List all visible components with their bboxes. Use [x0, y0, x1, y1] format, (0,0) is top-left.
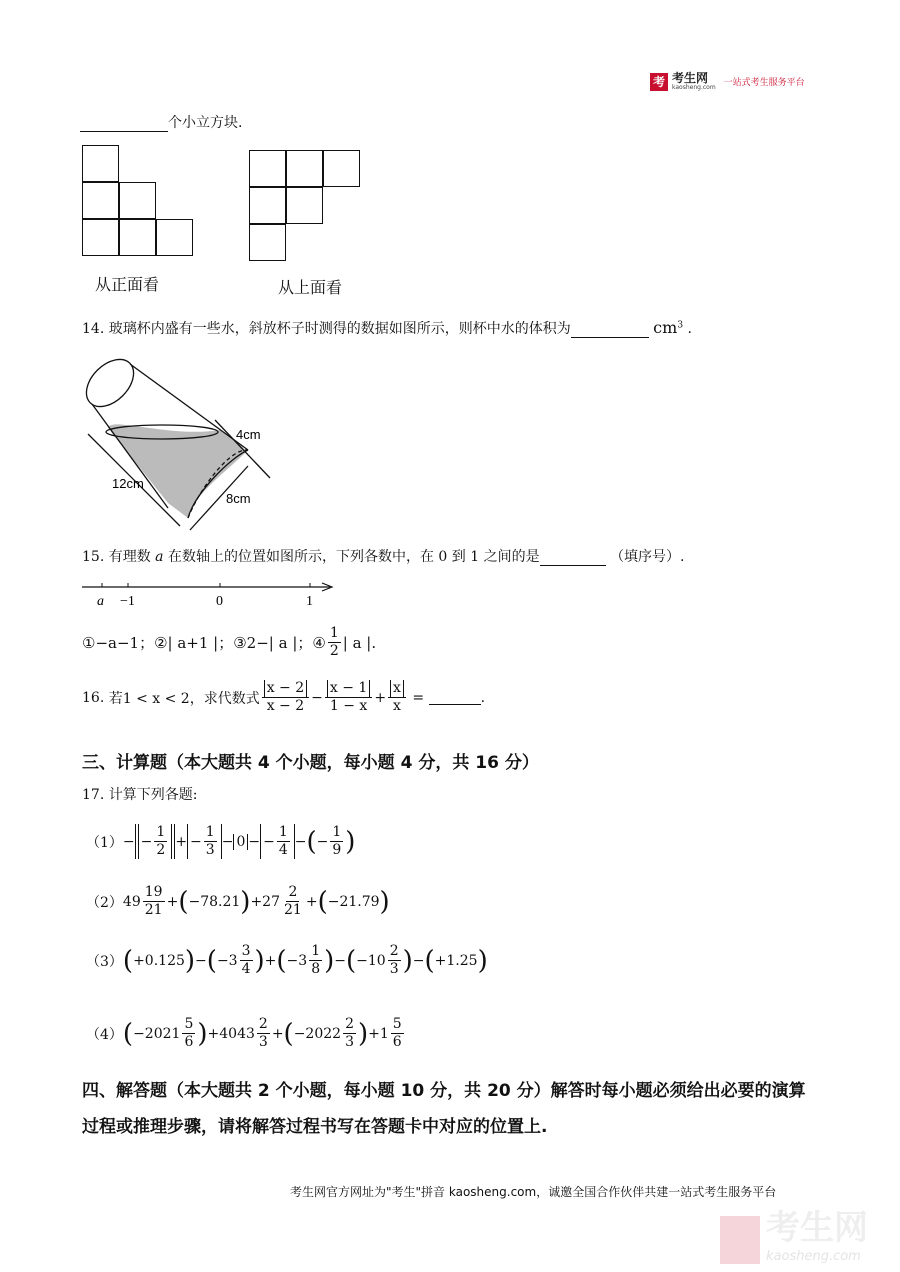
top-cell: [249, 187, 286, 224]
q16-term-1: [262, 680, 309, 715]
glass-figure: [80, 348, 300, 533]
axis-label-a: a: [97, 594, 104, 609]
op: +: [175, 833, 188, 850]
q16-op1: −: [311, 689, 323, 706]
paren-open: (: [276, 945, 287, 976]
brand-slogan: 一站式考生服务平台: [723, 78, 805, 88]
top-cell: [323, 150, 360, 187]
paren-open: (: [317, 886, 328, 917]
q15-text: [82, 546, 685, 566]
top-cell: [286, 187, 323, 224]
watermark-domain: kaosheng.com: [766, 1249, 861, 1264]
abs-group: [135, 824, 176, 859]
brand-name: 考生网: [672, 71, 709, 85]
frac-num: 2: [345, 1016, 354, 1032]
part-label: （2）: [86, 894, 123, 911]
op: +: [264, 952, 277, 969]
q15-text-b: 在数轴上的位置如图所示，下列各数中，在 0 到 1 之间的是: [167, 549, 540, 565]
whole: −3: [286, 952, 308, 969]
front-cell: [82, 145, 119, 182]
op: −: [334, 952, 346, 969]
q16-number: 16.: [82, 689, 105, 706]
frac-num: 2: [258, 1016, 268, 1032]
front-view-caption: 从正面看: [95, 275, 160, 294]
q14-blank: [571, 323, 649, 338]
op: −: [248, 833, 261, 850]
op: −: [195, 952, 207, 969]
q17-number: 17.: [82, 787, 105, 803]
frac-den: 4: [278, 842, 288, 858]
abs-group: [260, 824, 295, 859]
q15-text-a: 有理数: [108, 549, 151, 565]
paren-close: ): [477, 945, 488, 976]
header-logo: [650, 72, 805, 91]
frac-den: 6: [392, 1034, 402, 1050]
op: −: [294, 833, 307, 850]
section-3-title: 三、计算题（本大题共 4 个小题，每小题 4 分，共 16 分）: [82, 753, 539, 773]
part-label: （3）: [86, 953, 123, 970]
paren-close: ): [240, 886, 251, 917]
q16-term-2: [325, 680, 372, 715]
q13-tail: 个小立方块.: [168, 115, 243, 131]
front-cell: [119, 182, 156, 219]
frac-den: 8: [311, 961, 321, 977]
whole: −3: [216, 952, 238, 969]
q14-end: .: [687, 321, 692, 337]
front-cell: [156, 219, 193, 256]
frac-num: 1: [329, 625, 339, 641]
frac-den: 2: [329, 643, 339, 659]
op: +: [207, 1025, 220, 1042]
q15-option-4-frac: [328, 625, 341, 660]
op: +: [368, 1025, 380, 1042]
frac-num: 2: [288, 884, 298, 900]
op: +: [271, 1025, 284, 1042]
part-label: （4）: [86, 1026, 123, 1043]
q16-text-a: 若1 < x < 2，求代数式: [108, 690, 260, 707]
term: +0.125: [133, 952, 185, 969]
frac-num: 19: [144, 884, 163, 900]
q14-number: 14.: [82, 321, 105, 337]
paren-open: (: [283, 1018, 294, 1049]
front-cell: [82, 219, 119, 256]
frac-num: x − 1: [327, 680, 370, 697]
q15-option-3: ③2−| a |；: [233, 634, 313, 652]
frac-num: 5: [392, 1016, 402, 1032]
top-cell: [249, 150, 286, 187]
q15-number: 15.: [82, 549, 105, 565]
whole: −2021: [133, 1025, 181, 1042]
brand-domain: kaosheng.com: [672, 84, 716, 91]
q16-op2: +: [374, 689, 387, 706]
frac-den: 21: [144, 902, 163, 918]
q13-answer-line: [80, 112, 242, 132]
top-cell: [286, 150, 323, 187]
op: −: [263, 833, 275, 850]
frac-num: 1: [205, 824, 215, 840]
frac-den: x − 2: [266, 698, 305, 714]
front-cell: [82, 182, 119, 219]
frac-den: 2: [156, 842, 166, 858]
term: −78.21: [188, 893, 241, 910]
frac-num: 1: [156, 824, 166, 840]
axis-label-1: 1: [306, 594, 313, 609]
frac-num: 1: [332, 824, 342, 840]
paren-close: ): [345, 826, 356, 857]
footer-text: 考生网官方网址为"考生"拼音 kaosheng.com，诚邀全国合作伙伴共建一站式考生服务平台: [290, 1185, 777, 1199]
q17-part-2: [86, 884, 390, 919]
glass-rim: [80, 350, 143, 415]
q15-option-1: ①−a−1；: [82, 634, 155, 652]
q14-unit: cm: [653, 318, 678, 337]
q14-text: [82, 318, 692, 338]
op: +: [305, 893, 318, 910]
frac-num: x: [390, 680, 404, 697]
q16-end: .: [480, 689, 486, 706]
q13-blank: [80, 117, 168, 132]
q17-part-4: [86, 1016, 406, 1051]
frac-num: 1: [311, 943, 321, 959]
section-4-line-2: 过程或推理步骤，请将解答过程书写在答题卡中对应的位置上.: [82, 1117, 548, 1137]
q15-option-2: ②| a+1 |；: [154, 634, 234, 652]
front-view-figure: [82, 145, 197, 261]
q16-blank: [429, 690, 481, 705]
q15-option-4-tail: | a |.: [342, 633, 377, 652]
paren-open: (: [346, 945, 357, 976]
frac-den: 3: [205, 842, 215, 858]
paren-open: (: [122, 945, 134, 976]
frac-den: 3: [258, 1034, 268, 1050]
q16-eq: =: [412, 689, 425, 706]
frac-num: x − 2: [264, 680, 307, 697]
op: −: [122, 833, 135, 850]
label-8cm: 8cm: [226, 491, 251, 506]
abs-zero: 0: [233, 834, 248, 850]
op: −: [412, 952, 425, 969]
section-4-line-1: 四、解答题（本大题共 2 个小题，每小题 10 分，共 20 分）解答时每小题必须给出必要的演算: [82, 1081, 806, 1101]
q17-body: 计算下列各题:: [108, 787, 198, 803]
paren-open: (: [306, 826, 317, 857]
op: −: [221, 833, 234, 850]
abs-group-inner: [138, 824, 173, 859]
paren-close: ): [197, 1018, 208, 1049]
frac-den: 21: [284, 902, 302, 918]
op: −: [190, 833, 202, 850]
paren-open: (: [178, 886, 189, 917]
q17-part-1: [86, 824, 355, 859]
axis-label-neg1: −1: [120, 594, 135, 609]
whole: 49: [122, 893, 141, 910]
top-view-figure: [249, 150, 364, 266]
frac-den: 3: [389, 961, 399, 977]
front-cell: [119, 219, 156, 256]
brand-logo-icon: 考: [650, 73, 668, 91]
term: −21.79: [327, 893, 380, 910]
top-cell: [249, 224, 286, 261]
paren-close: ): [324, 945, 335, 976]
frac-den: 4: [241, 961, 251, 977]
whole: 4043: [219, 1025, 255, 1042]
frac-num: 3: [241, 943, 251, 959]
q15-options: [82, 625, 376, 660]
watermark-name: 考生网: [766, 1208, 868, 1248]
frac-den: 9: [332, 842, 342, 858]
watermark-logo-icon: [720, 1216, 760, 1264]
paren-open: (: [122, 1018, 134, 1049]
q15-text-c: （填序号）.: [610, 549, 685, 565]
paren-open: (: [424, 945, 435, 976]
paren-close: ): [184, 945, 196, 976]
frac-den: 6: [184, 1034, 194, 1050]
q15-blank: [540, 551, 606, 566]
whole: −2022: [293, 1025, 342, 1042]
frac-num: 5: [184, 1016, 194, 1032]
q15-var-a: a: [155, 549, 164, 565]
term: +1.25: [434, 952, 478, 969]
q14-unit-sup: 3: [677, 320, 684, 331]
op: +: [250, 893, 263, 910]
abs-group: [187, 824, 222, 859]
frac-den: 1 − x: [329, 698, 368, 714]
whole: 27: [262, 893, 280, 910]
frac-den: 3: [345, 1034, 354, 1050]
whole: −10: [356, 952, 386, 969]
q16-text: [82, 680, 485, 715]
paren-close: ): [254, 945, 265, 976]
number-line: [80, 578, 340, 612]
op: −: [140, 833, 153, 850]
q17-text: [82, 784, 197, 804]
q15-option-4-label: ④: [312, 633, 326, 652]
whole: 1: [379, 1025, 389, 1042]
axis-label-0: 0: [216, 594, 223, 609]
part-label: （1）: [86, 834, 123, 851]
label-12cm: 12cm: [112, 476, 144, 491]
op: −: [316, 833, 329, 850]
watermark: [720, 1200, 868, 1264]
top-view-caption: 从上面看: [278, 278, 343, 297]
q16-term-3: [388, 680, 406, 715]
frac-den: x: [393, 698, 401, 714]
paren-close: ): [402, 945, 413, 976]
frac-num: 1: [278, 824, 288, 840]
paren-close: ): [357, 1018, 369, 1049]
paren-close: ): [379, 886, 390, 917]
op: +: [166, 893, 179, 910]
q14-body: 玻璃杯内盛有一些水，斜放杯子时测得的数据如图所示，则杯中水的体积为: [108, 321, 571, 337]
frac-num: 2: [389, 943, 399, 959]
paren-open: (: [206, 945, 217, 976]
label-4cm: 4cm: [236, 427, 261, 442]
q17-part-3: [86, 943, 488, 978]
